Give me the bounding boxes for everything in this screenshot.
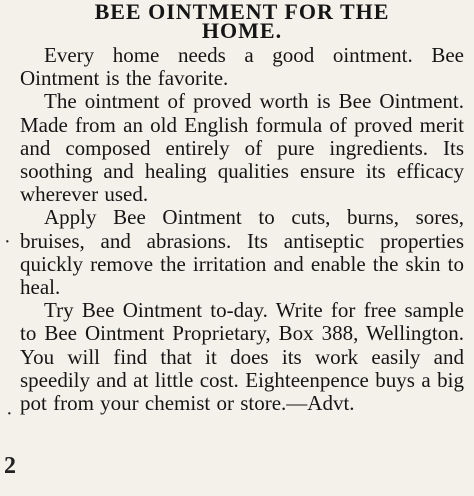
paragraph-proved-worth: The ointment of proved worth is Bee Ointment. Made from an old English formula of proved merit and composed entirely of pure ingredients. Its soothing and healing qualities ensure its efficacy wherever used. <box>20 89 464 207</box>
paragraph-intro: Every home needs a good ointment. Bee Ointment is the favorite. <box>20 43 464 91</box>
paragraph-try: Try Bee Ointment to-day. Write for free sample to Bee Ointment Proprietary, Box 388, Wellington. You will find that it does its work easily and speedily and at little cost. Eighteenpence buys a big pot from your chemist or store.—Advt. <box>20 298 464 416</box>
article-body <box>20 44 464 415</box>
paragraph-apply: Apply Bee Ointment to cuts, burns, sores, bruises, and abrasions. Its antiseptic properties quickly remove the irritation and enable the skin to heal. <box>20 205 464 300</box>
headline-line-1: BEE OINTMENT FOR THE <box>94 0 390 24</box>
margin-dot-mark-2: · <box>6 403 13 425</box>
margin-dot-mark: · <box>4 231 11 253</box>
headline <box>20 0 464 43</box>
headline-line-2: HOME. <box>201 18 283 43</box>
margin-number-mark: 2 <box>4 453 16 479</box>
